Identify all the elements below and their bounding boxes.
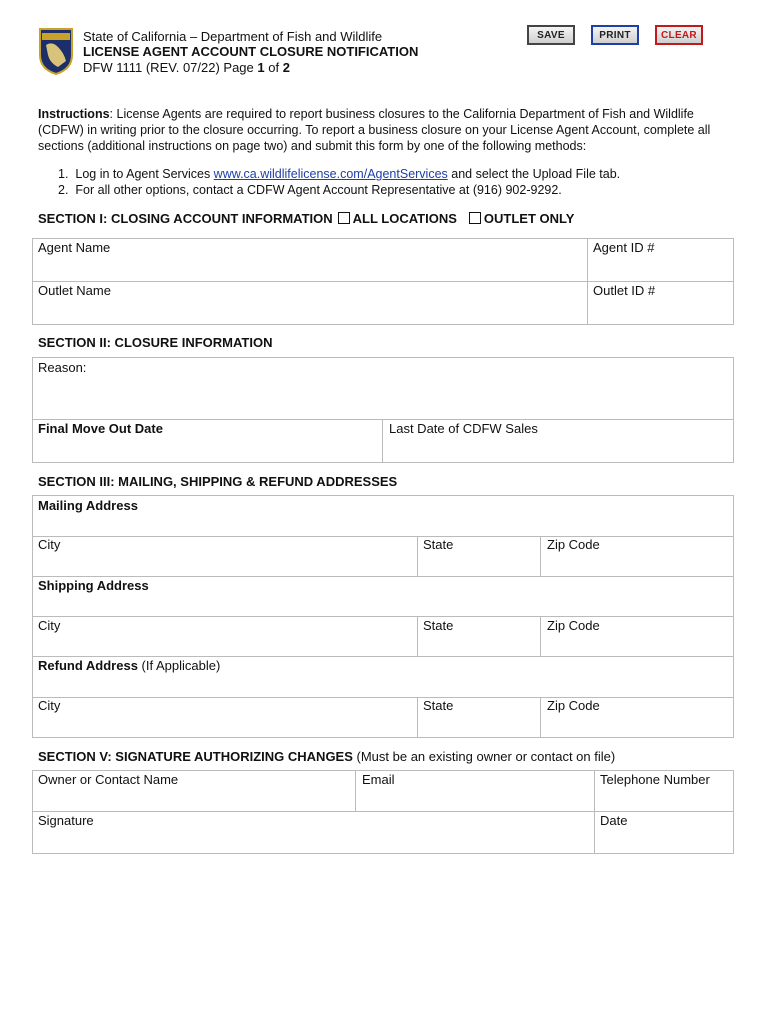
shipping-address-field[interactable]: Shipping Address [38, 578, 149, 593]
agent-name-field[interactable]: Agent Name [38, 240, 111, 255]
item-text: For all other options, contact a CDFW Agent Account Representative at (916) 902-9292. [75, 183, 562, 197]
instructions-label: Instructions [38, 107, 110, 121]
section-1-title [38, 211, 574, 226]
signature-field[interactable]: Signature [38, 813, 94, 828]
instructions [38, 106, 738, 154]
section-5-label: SECTION V: SIGNATURE AUTHORIZING CHANGES [38, 749, 353, 764]
shipping-zip-field[interactable]: Zip Code [547, 618, 600, 633]
section-2-box [32, 357, 734, 463]
refund-address-field[interactable] [38, 658, 220, 673]
method-item-2 [58, 182, 562, 198]
all-locations-label: ALL LOCATIONS [352, 211, 457, 226]
clear-button[interactable]: CLEAR [655, 25, 703, 45]
reason-field[interactable]: Reason: [38, 360, 87, 375]
telephone-field[interactable]: Telephone Number [600, 772, 710, 787]
last-sales-date-field[interactable]: Last Date of CDFW Sales [389, 421, 538, 436]
agent-id-field[interactable]: Agent ID # [593, 240, 655, 255]
agent-services-link[interactable]: www.ca.wildlifelicense.com/AgentServices [213, 167, 448, 181]
refund-state-field[interactable]: State [423, 698, 454, 713]
final-move-out-date-field[interactable]: Final Move Out Date [38, 421, 163, 436]
refund-address-label: Refund Address [38, 658, 138, 673]
owner-name-field[interactable]: Owner or Contact Name [38, 772, 179, 787]
section-5-title [38, 749, 615, 764]
item-text: and select the Upload File tab. [447, 167, 621, 181]
section-3-title: SECTION III: MAILING, SHIPPING & REFUND ADDRESSES [38, 474, 398, 489]
refund-zip-field[interactable]: Zip Code [547, 698, 600, 713]
outlet-only-label: OUTLET ONLY [483, 211, 575, 226]
page-total: 2 [282, 60, 290, 75]
method-item-1 [58, 166, 620, 182]
shipping-city-field[interactable]: City [38, 618, 61, 633]
outlet-id-field[interactable]: Outlet ID # [593, 283, 656, 298]
shipping-state-field[interactable]: State [423, 618, 454, 633]
item-text: Log in to Agent Services [75, 167, 214, 181]
date-field[interactable]: Date [600, 813, 628, 828]
form-title: LICENSE AGENT ACCOUNT CLOSURE NOTIFICATION [83, 44, 419, 59]
cdfw-logo [38, 27, 74, 75]
save-button[interactable]: SAVE [527, 25, 575, 45]
outlet-name-field[interactable]: Outlet Name [38, 283, 111, 298]
item-number: 2. [58, 183, 69, 197]
item-number: 1. [58, 167, 69, 181]
mailing-address-field[interactable]: Mailing Address [38, 498, 138, 513]
all-locations-checkbox[interactable] [338, 212, 350, 224]
section-1-label: SECTION I: CLOSING ACCOUNT INFORMATION [38, 211, 333, 226]
form-number [83, 60, 290, 76]
refund-note: (If Applicable) [137, 658, 221, 673]
print-button[interactable]: PRINT [591, 25, 639, 45]
mailing-zip-field[interactable]: Zip Code [547, 537, 600, 552]
email-field[interactable]: Email [362, 772, 395, 787]
outlet-only-checkbox[interactable] [469, 212, 481, 224]
page-number: 1 [257, 60, 265, 75]
mailing-state-field[interactable]: State [423, 537, 454, 552]
instructions-text: : License Agents are required to report business closures to the California Department of Fish and Wildlife (CDFW) in writing prior to the closure occurring. To report a business closure on your License Agent Account, complete all sections (additional instructions on page two) and submit this form by one of the following methods: [38, 107, 711, 153]
section-5-note: (Must be an existing owner or contact on file) [352, 749, 616, 764]
mailing-city-field[interactable]: City [38, 537, 61, 552]
agency-name: State of California – Department of Fish and Wildlife [83, 29, 383, 44]
page-of-text: of [264, 60, 283, 75]
refund-city-field[interactable]: City [38, 698, 61, 713]
form-number-text: DFW 1111 (REV. 07/22) Page [83, 60, 258, 75]
section-2-title: SECTION II: CLOSURE INFORMATION [38, 335, 273, 350]
